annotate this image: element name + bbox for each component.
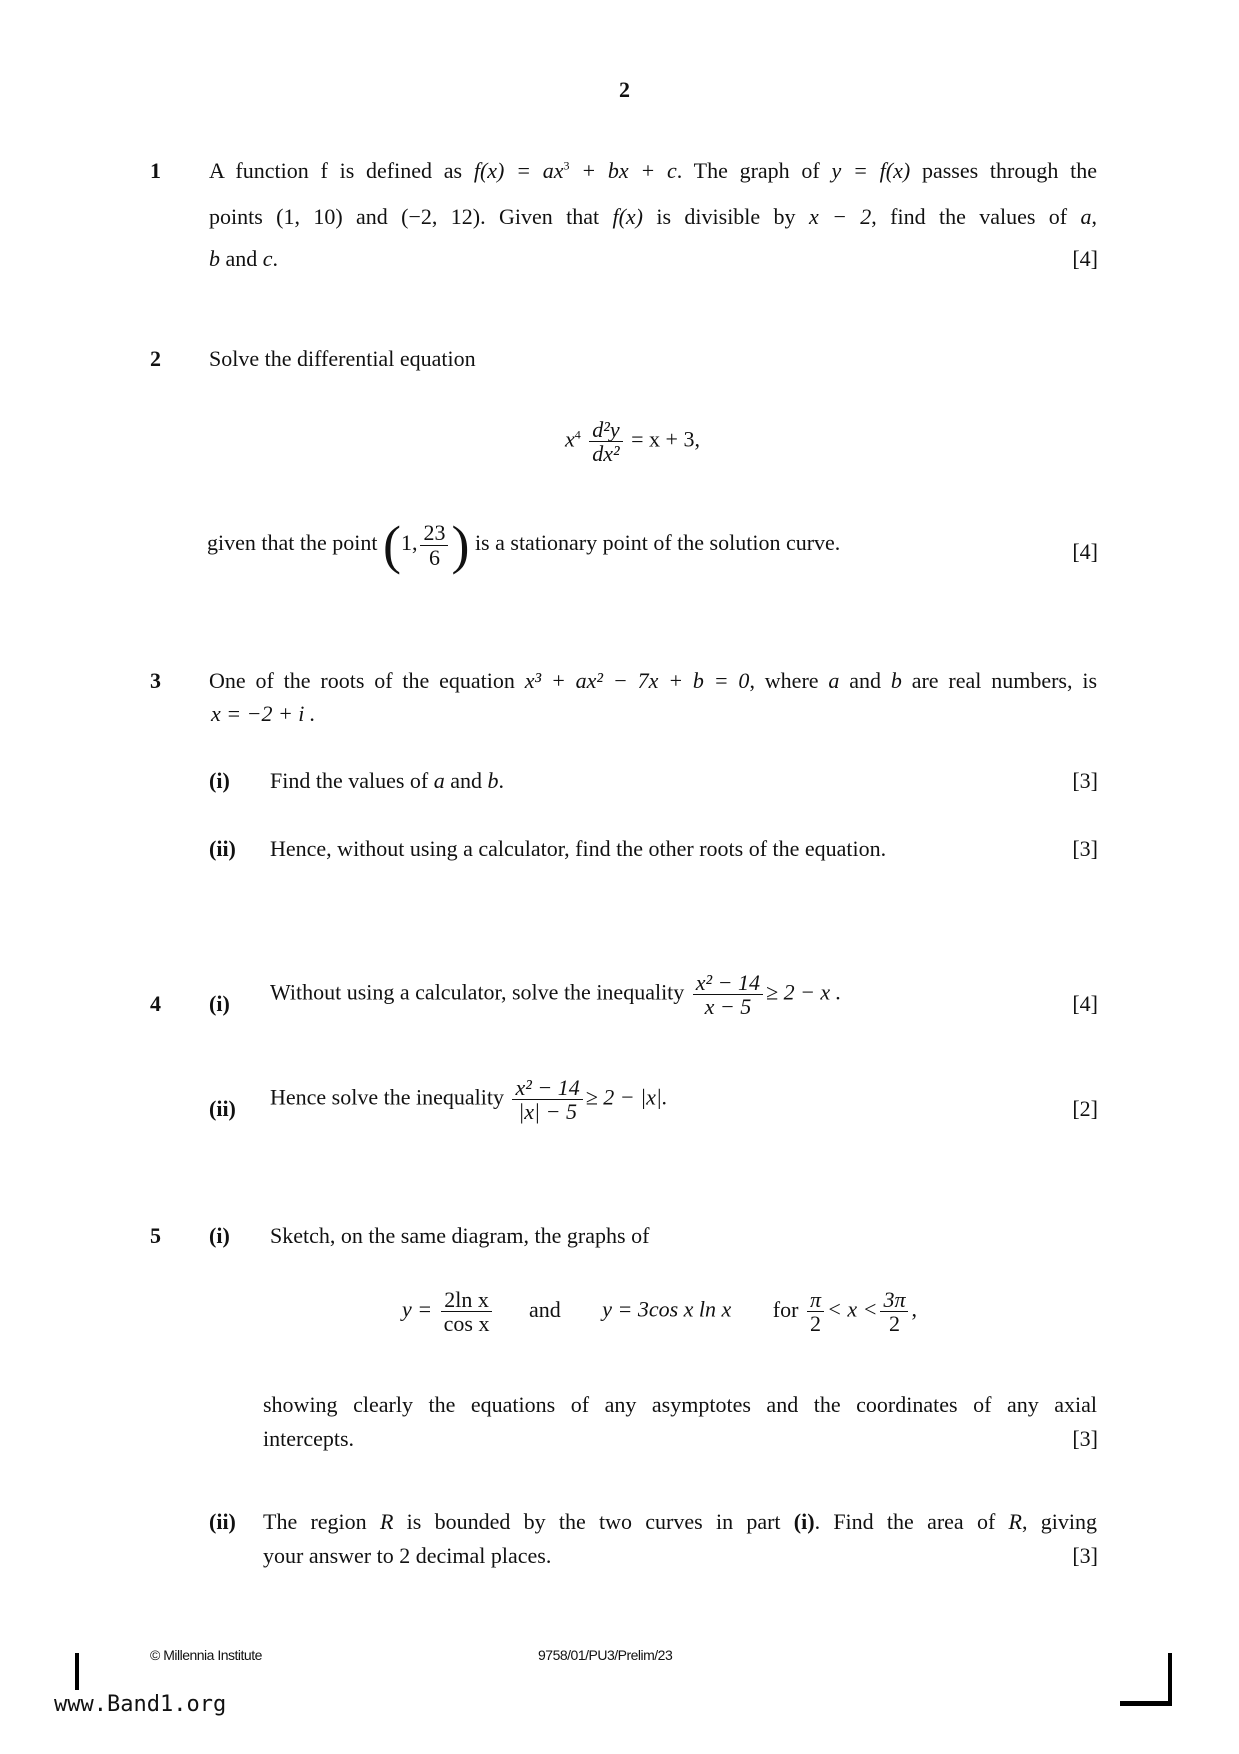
math: y = [402,1296,433,1322]
math: = x + 3, [631,426,700,452]
math: x³ + ax² − 7x + b = 0 [524,668,750,693]
question-5-part-ii-label: (ii) [209,1509,236,1534]
question-4-part-ii-marks: [2] [1072,1096,1098,1121]
question-1-line-1 [209,158,1097,184]
math: f(x) [612,204,643,229]
text: . [498,768,505,793]
crop-mark-left [75,1653,79,1690]
text: given that the point [207,530,378,556]
numerator: π [807,1288,824,1312]
denominator: cos x [443,1311,490,1337]
text: are real numbers, is [901,668,1098,693]
math: a [433,768,445,793]
footer-copyright: © Millennia Institute [150,1647,262,1663]
text: Without using a calculator, solve the inequality [270,979,685,1005]
math: a [828,668,840,693]
question-5-part-ii-line-2: your answer to 2 decimal places. [263,1543,552,1568]
math: c [262,246,273,271]
question-2-number: 2 [150,346,161,371]
text: is a stationary point of the solution curve. [474,530,841,556]
footer-paper-code: 9758/01/PU3/Prelim/23 [538,1647,673,1663]
question-2-marks: [4] [1072,539,1098,564]
fraction [420,521,448,568]
numerator: 2ln x [441,1288,492,1312]
math: x [565,426,575,452]
question-2-given [207,515,841,575]
question-5-equations [402,1288,917,1335]
question-5-part-i-intro: Sketch, on the same diagram, the graphs of [270,1223,650,1248]
denominator: x − 5 [704,994,752,1020]
question-1-number: 1 [150,158,161,183]
question-3-part-i-text [270,768,504,794]
question-5-part-i-marks: [3] [1072,1426,1098,1451]
watermark-url: www.Band1.org [54,1692,227,1717]
text: . Find the area of [814,1509,1009,1534]
question-3-number: 3 [150,668,161,693]
question-5-part-ii-marks: [3] [1072,1543,1098,1568]
question-5-part-ii-line-1 [263,1509,1097,1535]
question-3-part-i-marks: [3] [1072,768,1098,793]
text: , where [749,668,829,693]
math: 1, [400,530,418,556]
text: . [272,246,279,271]
math: x − 2 [808,204,872,229]
fraction [880,1288,908,1335]
text: Find the values of [270,768,434,793]
question-3-line-1 [209,668,1097,694]
question-4-number: 4 [150,991,161,1016]
fraction [512,1076,582,1123]
math: b [890,668,902,693]
denominator: 6 [428,544,440,570]
text: A function f is defined as [209,158,474,183]
question-5-part-i-line-1: showing clearly the equations of any asymptotes and the coordinates of any axial [263,1392,1097,1417]
text: passes through the [910,158,1097,183]
math: 3 [563,158,570,173]
text: and [444,768,488,793]
text: and [220,246,263,271]
math: + bx + c [569,158,677,183]
math: R [1008,1509,1022,1534]
text: is divisible by [643,204,809,229]
numerator: d²y [589,418,622,442]
page-number: 2 [619,77,630,102]
text: points (1, 10) and (−2, 12). Given that [209,204,613,229]
question-2-equation [565,418,700,465]
fraction [589,418,622,465]
text: (i) [793,1509,815,1534]
denominator: 2 [809,1311,821,1337]
math: y = 3cos x ln x [602,1296,732,1322]
question-4-part-i-label: (i) [209,991,230,1016]
question-4-part-ii-label: (ii) [209,1096,236,1121]
question-4-part-ii-text [270,1076,667,1123]
numerator: x² − 14 [512,1076,582,1100]
math: ≥ 2 − x . [766,979,842,1005]
paren: ) [451,515,470,575]
paren: ( [382,515,401,575]
math: b [487,768,499,793]
fraction [441,1288,493,1335]
question-1-marks: [4] [1072,246,1098,271]
math: 4 [574,427,581,442]
text: for [772,1296,799,1322]
numerator: x² − 14 [693,971,763,995]
question-3-part-i-label: (i) [209,768,230,793]
crop-mark-right [1120,1653,1172,1706]
question-4-part-i-text [270,971,841,1018]
text: is bounded by the two curves in part [393,1509,794,1534]
fraction [693,971,763,1018]
numerator: 23 [420,521,448,545]
math: a [1080,204,1092,229]
question-5-part-i-label: (i) [209,1223,230,1248]
math: y = f(x) [831,158,911,183]
text: . The graph of [676,158,832,183]
text: Hence solve the inequality [270,1084,504,1110]
text: and [839,668,891,693]
text: and [528,1296,561,1322]
question-1-line-3 [209,246,278,272]
math: f(x) = ax [473,158,564,183]
math: R [379,1509,394,1534]
text: The region [263,1509,380,1534]
text: , find the values of [871,204,1081,229]
text: , [1091,204,1097,229]
question-5-number: 5 [150,1223,161,1248]
math: ≥ 2 − |x|. [585,1084,668,1110]
question-3-part-ii-marks: [3] [1072,836,1098,861]
question-3-part-ii-label: (ii) [209,836,236,861]
question-3-part-ii-text: Hence, without using a calculator, find the other roots of the equation. [270,836,887,861]
question-3-line-2: x = −2 + i . [211,701,316,726]
text: , giving [1022,1509,1097,1534]
fraction [807,1288,824,1335]
text: One of the roots of the equation [209,668,525,693]
denominator: 2 [888,1311,900,1337]
denominator: |x| − 5 [518,1099,577,1125]
question-2-intro: Solve the differential equation [209,346,476,371]
denominator: dx² [592,441,620,467]
math: < x < [826,1296,878,1322]
math: b [209,246,220,271]
question-1-line-2 [209,204,1097,230]
text: , [911,1296,917,1322]
question-4-part-i-marks: [4] [1072,991,1098,1016]
numerator: 3π [880,1288,908,1312]
question-5-part-i-line-2: intercepts. [263,1426,355,1451]
